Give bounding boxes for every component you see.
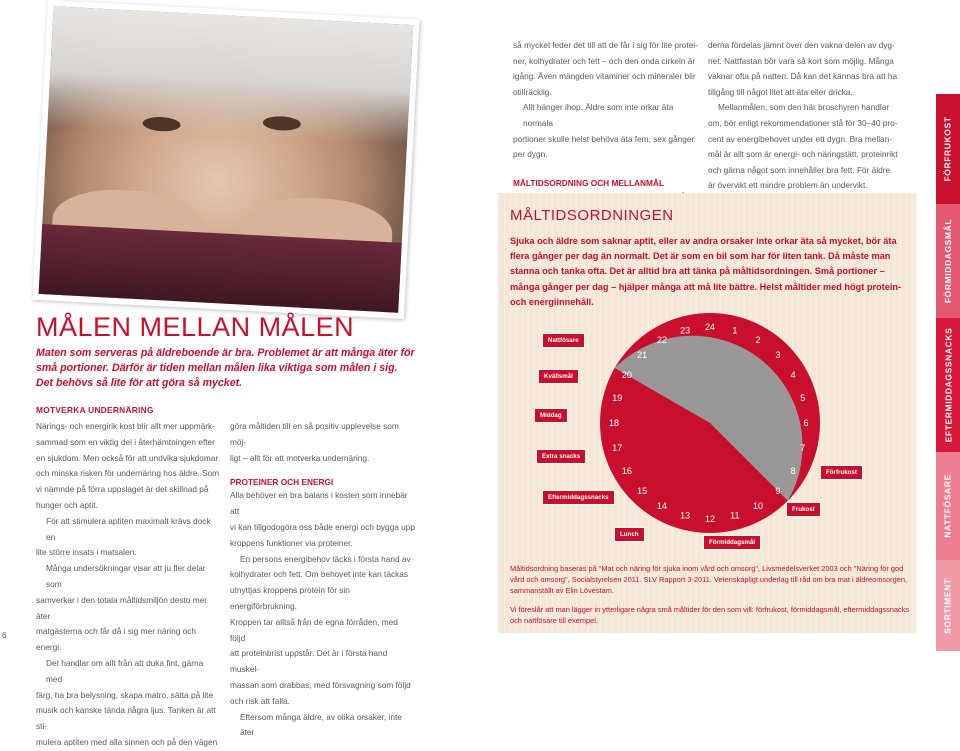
clock-hour-12: 12	[704, 514, 716, 524]
label-eftermiddagssnacks: Eftermiddagssnacks	[542, 490, 615, 505]
right-column-b: derna fördelas jämnt över den vakna delen av dyg- net. Nattfastan bör vara så kort som möjlig. Många vaknar ofta på natten. Då kan det kännas bra att ha tillgång till något litet att äta eller dricka. Mellanmålen, som den här broschyren handlar om, bör enligt rekommendationer stå för 30–40 pro- cent av energibehovet under ett dygn. Bra mellan- mål är allt som är energi- och näringstätt, proteinrikt och gärna något som innehåller bra fett. För äldre är övervikt ett mindre problem än undervikt.	[708, 40, 898, 191]
clock-hour-6: 6	[803, 418, 809, 428]
clock-hour-21: 21	[637, 350, 648, 361]
clock-hour-16: 16	[621, 466, 632, 476]
clock-hour-24: 24	[704, 322, 716, 332]
clock-hour-14: 14	[656, 501, 668, 512]
footnote-suggestion: Vi föreslår att man lägger in ytterligare några små måltider för den som vill: förfrukost, förmiddagsmål, eftermiddagssnacks och nattfösare till exempel.	[510, 605, 910, 625]
tab-nattfosare[interactable]: NATTFÖSARE	[936, 452, 960, 560]
label-extra-snacks: Extra snacks	[536, 449, 586, 464]
tab-sortiment[interactable]: SORTIMENT	[936, 560, 960, 651]
page-headline: MÅLEN MELLAN MÅLEN	[36, 312, 355, 342]
elderly-woman-image	[39, 6, 414, 312]
clock-hour-17: 17	[612, 442, 623, 453]
label-nattfosare: Nattfösare	[542, 333, 585, 348]
tab-formiddagsmal[interactable]: FÖRMIDDAGSMÅL	[936, 204, 960, 318]
clock-hour-13: 13	[680, 510, 691, 521]
label-forfrukost: Förfrukost	[820, 465, 863, 480]
clock-hour-4: 4	[790, 370, 796, 380]
clock-hour-7: 7	[800, 442, 806, 453]
clock-hour-18: 18	[608, 418, 620, 428]
label-lunch: Lunch	[614, 527, 645, 542]
box-intro: Sjuka och äldre som saknar aptit, eller av andra orsaker inte orkar äta så mycket, bör äta flera gånger per dag än normalt. Det är som en bil som har för liten tank. Då måste man stanna och tanka ofta. Det är alltid bra att tänka på måltidsordningen. Små portioner – många gånger per dag – hjälper många att må lite bättre. Helst måltider med högt protein- och energiinnehåll.	[510, 236, 902, 307]
tab-eftermiddagssnacks[interactable]: EFTERMIDDAGSSNACKS	[936, 318, 960, 452]
label-frukost: Frukost	[786, 502, 821, 517]
right-column-a: så mycket leder det till att de får i sig för lite protei- ner, kolhydrater och fett – och den onda cirkeln är igång. Även mängden vitaminer och mineraler blir otillräcklig. Allt hänger ihop. Äldre som inte orkar äta normala portioner skulle helst behöva äta fem, sex gånger per dygn. MÅLTIDSORDNING OCH MELLANMÅL	[513, 40, 698, 188]
left-column-1: Närings- och energirik kost blir allt mer uppmärk- sammad som en viktig del i återhämtningen efter en sjukdom. Men också för att undvika sjukdomar och minska risken för undernäring hos äldre. Som vi nämnde på förra uppslaget är det skillnad på hunger och aptit. För att stimulera aptiten maximalt krävs dock en lite större insats i matsalen. Många undersökningar visar att ju fler delar som samverkar i den totala måltidsmiljön desto mer äter matgästerna och får då i sig mer näring och energi. Det handlar om allt från att duka fint, gärna med färg, ha bra belysning, skapa matro, sätta på lite musik och kanske tända några ljus. Tanken är att sti- mulera aptiten med alla sinnen och på den vägen	[36, 421, 220, 747]
lead-paragraph: Maten som serveras på äldreboende är bra. Problemet är att många äter för små portioner. Därför är tiden mellan målen lika viktiga som målen i sig. Det behövs så lite för att göra så mycket.	[36, 347, 415, 389]
clock-hour-3: 3	[775, 350, 781, 361]
label-middag: Middag	[534, 408, 568, 423]
clock-hour-15: 15	[637, 485, 648, 496]
meal-clock-chart	[498, 313, 916, 553]
clock-hour-11: 11	[730, 510, 740, 521]
portrait-photo	[32, 0, 419, 319]
section-heading-undernaring: MOTVERKA UNDERNÄRING	[36, 405, 154, 415]
left-column-2: göra måltiden till en så positiv upplevelse som möj- ligt – allt för att motverka undernäring. PROTEINER OCH ENERGI Alla behöver en bra balans i kosten som innebär att vi kan tillgodogöra oss både energi och bygga upp kroppens funktioner via proteiner. En persons energibehov täcks i första hand av kolhydrater och fett. Om behovet inte kan täckas utnyttjas kroppens protein för sin energiförbrukning. Kroppen tar alltså från de egna förråden, med följd att proteinbrist uppstår. Det är i första hand muskel- massan som drabbas, med försvagning som följd och risk att falla. Eftersom många äldre, av olika orsaker, inte äter	[230, 421, 415, 738]
label-formiddagsmal: Förmiddagsmål	[703, 535, 761, 550]
clock-hour-9: 9	[775, 485, 781, 496]
clock-hour-23: 23	[680, 325, 691, 336]
clock-hour-19: 19	[612, 393, 623, 404]
clock-hour-22: 22	[656, 334, 668, 345]
page-number: 6	[2, 631, 7, 640]
clock-hour-8: 8	[790, 466, 796, 476]
label-kvallsmal: Kvällsmål	[538, 369, 579, 384]
section-heading-proteiner: PROTEINER OCH ENERGI	[230, 477, 334, 488]
clock-hour-10: 10	[752, 501, 764, 512]
tab-forfrukost[interactable]: FÖRFRUKOST	[936, 94, 960, 204]
footnote-sources: Måltidsordning baseras på "Mat och näring för sjuka inom vård och omsorg", Livsmedelsverket 2003 och "Näring för god vård och omsorg", Socialstyrelsen 2011. SLV Rapport 3-2011. Vetenskapligt underlag till råd om bra mat i äldreomsorgen, sammanställt av Elin Lövestam.	[510, 564, 907, 595]
clock-hour-2: 2	[755, 334, 761, 345]
clock-hour-5: 5	[800, 393, 806, 404]
box-title: MÅLTIDSORDNINGEN	[510, 207, 674, 224]
clock-hour-1: 1	[732, 325, 738, 336]
clock-hour-20: 20	[621, 370, 632, 380]
section-heading-maltidsordning: MÅLTIDSORDNING OCH MELLANMÅL	[513, 177, 665, 188]
